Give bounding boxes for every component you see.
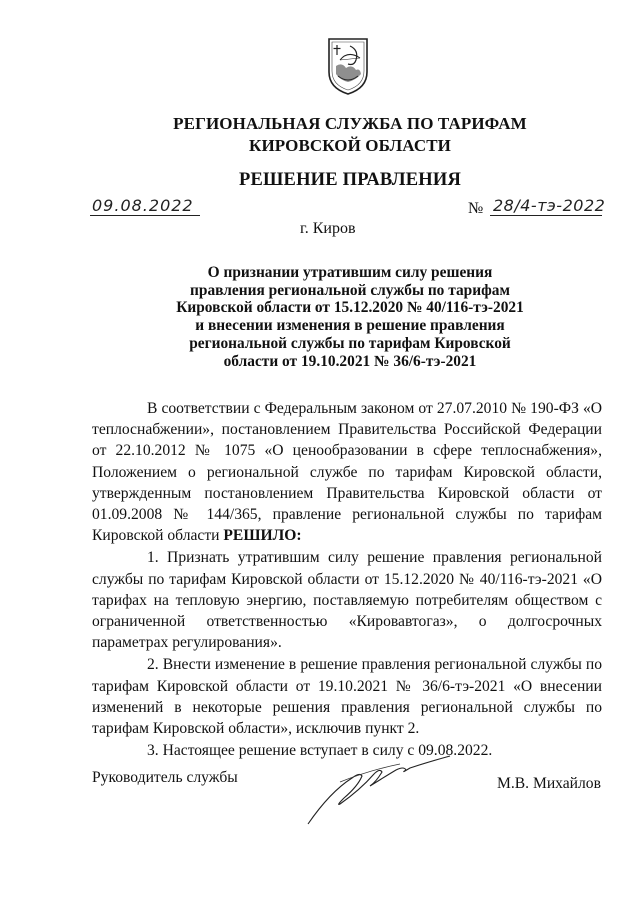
decision-body: [92, 398, 602, 761]
decision-subject: [150, 264, 550, 370]
decision-date: 09.08.2022: [92, 196, 194, 215]
item-2: 2. Внести изменение в решение правления региональной службы по тарифам Кировской области от 19.10.2021 № 36/6-тэ-2021 «О внесении изменений в некоторые решения правления региональной службы по тарифам Кировской области», исключив пункт 2.: [92, 656, 602, 738]
subject-line: и внесении изменения в решение правления: [195, 317, 505, 335]
preamble-text: В соответствии с Федеральным законом от 27.07.2010 № 190-ФЗ «О теплоснабжении», постановлением Правительства Российской Федерации от 22.10.2012 № 1075 «О ценообразовании в сфере теплоснабжения», Положением о региональной службе по тарифам Кировской области, утвержденным постановлением Правительства Кировской области от 01.09.2008 № 144/365, правление региональной службы по тарифам Кировской области: [92, 400, 602, 545]
subject-line: правления региональной службы по тарифам: [190, 281, 510, 299]
number-sign: №: [468, 200, 484, 217]
subject-line: Кировской области от 15.12.2020 № 40/116-тэ-2021: [176, 299, 524, 317]
handwritten-signature: [300, 752, 460, 832]
preamble-paragraph: [92, 398, 602, 546]
city: г. Киров: [300, 220, 356, 237]
number-underline: [490, 215, 602, 216]
organization-name-line1: РЕГИОНАЛЬНАЯ СЛУЖБА ПО ТАРИФАМ: [173, 114, 527, 133]
subject-line: области от 19.10.2021 № 36/6-тэ-2021: [223, 352, 477, 370]
item-3: 3. Настоящее решение вступает в силу с 09.08.2022.: [147, 742, 493, 760]
signatory-name: М.В. Михайлов: [497, 775, 601, 792]
date-underline: [90, 215, 200, 216]
subject-line: региональной службы по тарифам Кировской: [189, 334, 511, 352]
signatory-role: Руководитель службы: [92, 769, 238, 786]
document-type-title: РЕШЕНИЕ ПРАВЛЕНИЯ: [238, 170, 462, 190]
coat-of-arms-icon: [326, 36, 370, 96]
subject-line: О признании утратившим силу решения: [207, 264, 493, 281]
organization-name-line2: КИРОВСКОЙ ОБЛАСТИ: [249, 136, 451, 155]
item-1: 1. Признать утратившим силу решение правления региональной службы по тарифам Кировской области от 15.12.2020 № 40/116-тэ-2021 «О тарифах на тепловую энергию, поставляемую потребителям обществом с ограниченной ответственностью «Кировавтогаз», о долгосрочных параметрах регулирования».: [92, 549, 602, 652]
decision-number: 28/4-тэ-2022: [493, 196, 606, 215]
resolved-word: РЕШИЛО:: [223, 527, 302, 545]
